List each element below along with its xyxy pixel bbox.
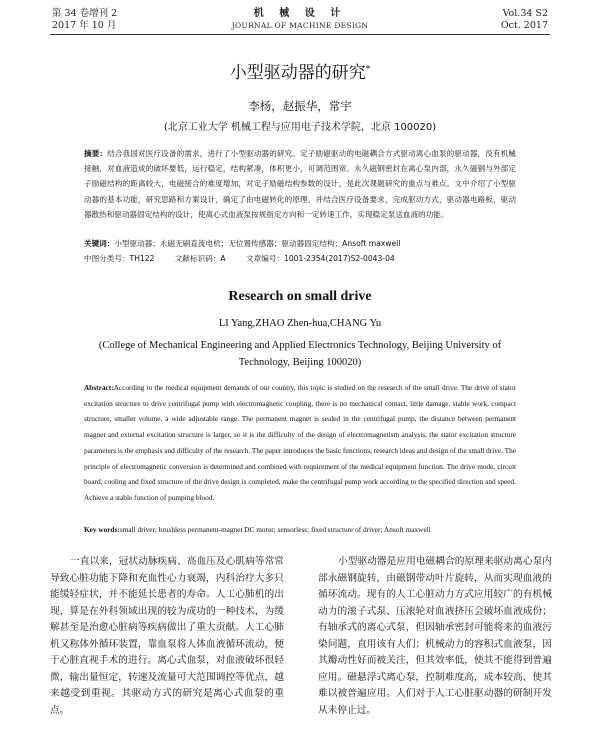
title-cn (0, 58, 600, 83)
header-right (501, 8, 548, 32)
keywords-en-text: small driver; brushless permanent-magnet DC motor; sensorless; fixed structure of driver; Ansoft maxwell (119, 525, 431, 534)
keywords-en (84, 524, 516, 536)
classification-line (84, 252, 516, 265)
keywords-cn-text: 小型驱动器；永磁无刷直流电机；无位置传感器；驱动器固定结构；Ansoft maxwell (114, 239, 401, 248)
clc-number: 中图分类号：TH122 (84, 254, 155, 263)
article-number: 文章编号：1001-2354(2017)S2-0043-04 (246, 254, 395, 263)
date-cn: 2017 年 10 月 (52, 20, 117, 31)
abstract-cn-text: 结合我国对医疗设备的需求，进行了小型驱动器的研究。定子励磁驱动的电磁耦合方式驱动离心血泵的驱动器，没有机械接触，对血液造成的破坏要低，运行稳定，结构紧凑，体积更小，可调范围宽。永久磁钢密封在离心泵内部，永久磁钢与外部定子励磁结构的距离较大，电磁接合的难度增加，对定子励磁结构参数的设计，是此次课题研究的重点与难点。文中介绍了小型驱动器的基本功能，研究思路和方案设计，确定了由电磁转化的原理，并结合医疗设备要求，完成驱动方式，驱动器电路板，驱动器散热和驱动器固定结构的设计，使离心式血液泵按规指定方向和一定转速工作，实现稳定泵送血液的功能。 (84, 149, 517, 219)
abstract-en (84, 380, 516, 506)
date-en: Oct. 2017 (500, 20, 548, 31)
authors-cn: 李杨，赵振华，常宇 (248, 99, 352, 113)
affiliation-en: (College of Mechanical Engineering and Applied Electronics Technology, Beijing University of Technology, Beijing 100020) (98, 340, 502, 368)
keywords-cn (84, 237, 516, 250)
keywords-en-label: Key words: (84, 525, 120, 534)
abstract-cn-label: 摘要： (84, 149, 108, 158)
keywords-cn-label: 关键词： (84, 239, 115, 248)
journal-name-en: JOURNAL OF MACHINE DESIGN (231, 21, 369, 30)
journal-name-cn: 机 械 设 计 (253, 8, 347, 19)
header-rule (50, 34, 550, 35)
abstract-cn (84, 146, 516, 222)
title-cn-text: 小型驱动器的研究 (229, 63, 366, 83)
volume-cn: 第 34 卷增刊 2 (52, 8, 118, 19)
body-column-right: 小型驱动器是应用电磁耦合的原理来驱动离心泵内部永磁钢旋转，由磁钢带动叶片旋转，从而实现血液的循环流动。现有的人工心脏动力方式应用较广的有机械动力的滚子式泵、压滚轮对血液挤压会破坏血液成份；有轴承式的离心式泵，但因轴承密封可能将来的血液污染问题，直用该有人们；机械动力的容积式血液泵，因其瓣动性好而被关注，但其效率低，使其不能得到普遍应用。磁悬浮式离心泵，控制难度高，成本较高，使其难以被普遍应用。人们对于人工心脏驱动器的研制开发从未停止过。 (318, 556, 552, 716)
volume-en: Vol.34 S2 (502, 8, 548, 19)
body-column-left: 一直以来，冠状动脉疾病、高血压及心肌病等常常导致心脏功能下降和充血性心力衰竭，内科治疗大多只能缓轻症状，并不能延长患者的寿命。人工心肺机的出现，算是在外科领域出现的较为成功的一种技术，为缓解甚至是治愈心脏病等疾病做出了重大贡献。人工心肺机又称体外循环装置，靠血泵将人体血液循环流动，便于心脏直视手术的进行。离心式血泵，对血液破坏很轻微，输出量恒定，转速及流量可大范围调控等优点，越来越受到重视。其驱动方式的研究是离心式血泵的重点。 (50, 556, 284, 716)
abstract-en-label: Abstract: (84, 383, 114, 392)
affiliation-cn: (北京工业大学 机械工程与应用电子技术学院，北京 100020) (163, 122, 437, 133)
title-footnote-mark: * (365, 64, 371, 75)
abstract-en-text: According to the medical equipment demands of our country, this topic is studied on the research of the small drive. The drive of stator excitation structure to drive centrifugal pump with electromagnetic coupling, there is no mechanical contact, little damage, stable work, compact structure, smaller volume, a wide adjustable range. The permanent magnet is sealed in the centrifugal pump, the distance between permanent magnet and external excitation structure is larger, so it is the difficulty of the design of electromagnetism analysis, the stator excitation structure parameters is the emphasis and difficulty of the research. The paper introduces the basic functions, research ideas and design of the small drive. The principle of electromagnetic conversion is determined and combined with requirement of the medical equipment function. The drive mode, circuit board, cooling and fixed structure of the drive design is completed, make the centrifugal pump work according to the specified direction and speed. Achieve a stable function of pumping blood. (84, 383, 516, 502)
document-code: 文献标识码：A (174, 254, 226, 263)
authors-en: LI Yang,ZHAO Zhen-hua,CHANG Yu (218, 318, 382, 329)
title-en: Research on small drive (228, 289, 372, 304)
